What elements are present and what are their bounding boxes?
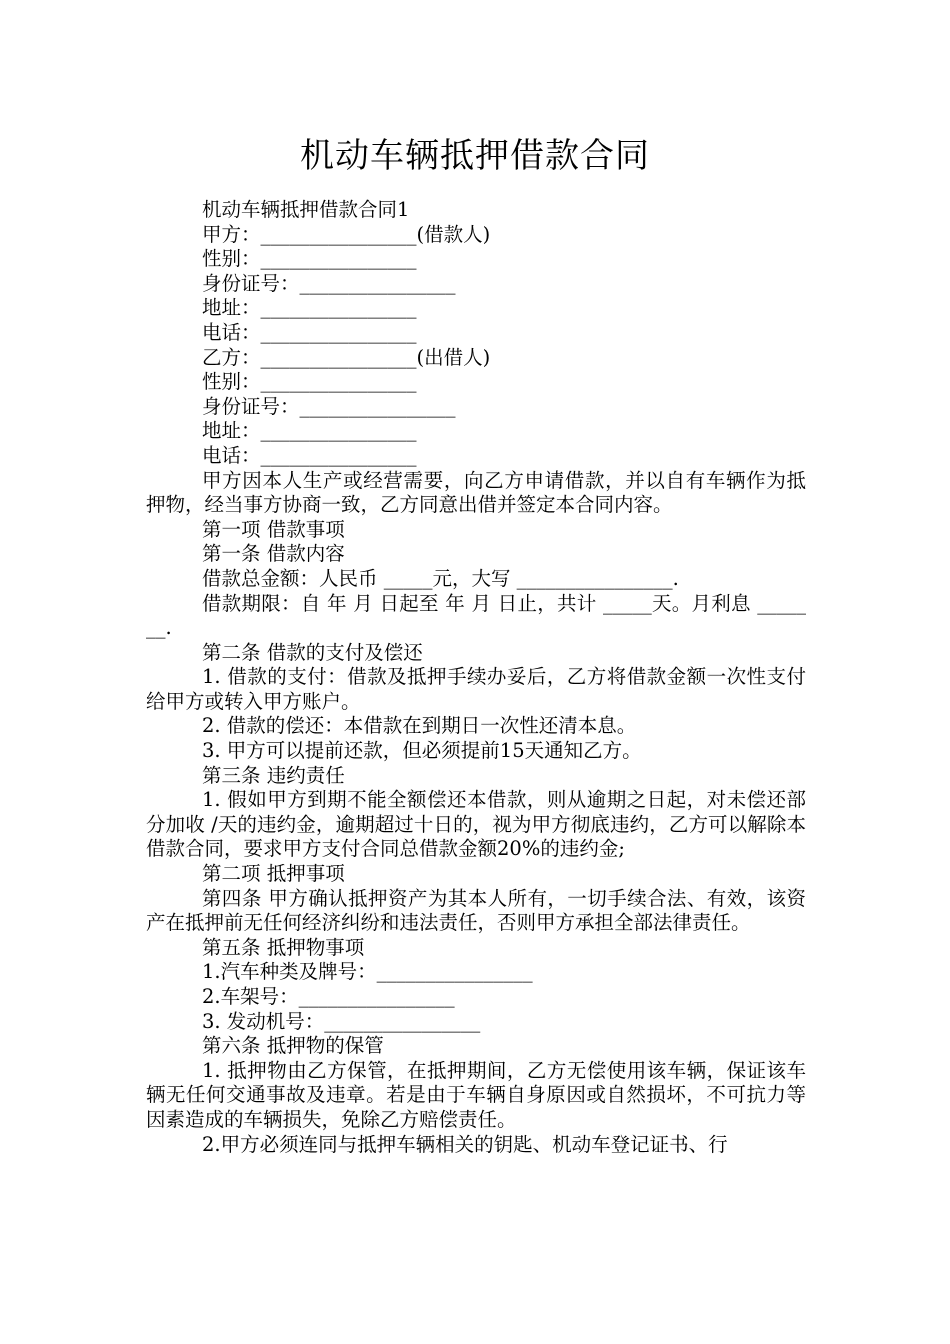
paragraph: 性别：________________: [202, 247, 417, 271]
paragraph: 2.车架号：________________: [202, 985, 455, 1008]
paragraph: 第四条 甲方确认抵押资产为其本人所有，一切手续合法、有效，该资产在抵押前无任何经济纠纷和违法责任，否则甲方承担全部法律责任。: [146, 886, 806, 935]
paragraph: 1.汽车种类及牌号：________________: [202, 960, 533, 984]
paragraph: 电话：________________: [202, 443, 417, 467]
paragraph: 机动车辆抵押借款合同1: [202, 198, 410, 221]
paragraph: 第三条 违约责任: [202, 763, 345, 787]
document-body: [146, 198, 806, 1157]
paragraph: 身份证号：________________: [202, 271, 456, 295]
paragraph: 乙方：________________(出借人): [202, 345, 491, 369]
paragraph: 第二项 抵押事项: [202, 862, 345, 886]
paragraph: 1. 假如甲方到期不能全额偿还本借款，则从逾期之日起，对未偿还部分加收 /天的违约金，逾期超过十日的，视为甲方彻底违约，乙方可以解除本借款合同，要求甲方支付合同总借款金额20%的违约金;: [146, 788, 806, 861]
paragraph: 第二条 借款的支付及偿还: [202, 640, 423, 664]
paragraph: 第六条 抵押物的保管: [202, 1034, 384, 1058]
paragraph: 第一条 借款内容: [202, 542, 345, 566]
paragraph: 性别：________________: [202, 370, 417, 394]
paragraph: 第一项 借款事项: [202, 517, 345, 541]
paragraph: 1. 借款的支付：借款及抵押手续办妥后，乙方将借款金额一次性支付给甲方或转入甲方账户。: [146, 665, 806, 713]
paragraph: 地址：________________: [202, 296, 417, 320]
paragraph: 3. 发动机号：________________: [202, 1009, 481, 1033]
paragraph: 借款期限：自 年 月 日起至 年 月 日止，共计 _____天。月利息 _______.: [146, 591, 806, 640]
paragraph: 1. 抵押物由乙方保管，在抵押期间，乙方无偿使用该车辆，保证该车辆无任何交通事故及违章。若是由于车辆自身原因或自然损坏，不可抗力等因素造成的车辆损失，免除乙方赔偿责任。: [146, 1058, 806, 1131]
paragraph: 2.甲方必须连同与抵押车辆相关的钥匙、机动车登记证书、行: [202, 1132, 728, 1156]
paragraph: 地址：________________: [202, 419, 417, 443]
paragraph: 身份证号：________________: [202, 394, 456, 418]
paragraph: 甲方因本人生产或经营需要，向乙方申请借款，并以自有车辆作为抵押物，经当事方协商一致，乙方同意出借并签定本合同内容。: [146, 468, 806, 517]
paragraph: 3. 甲方可以提前还款，但必须提前15天通知乙方。: [202, 739, 642, 763]
paragraph: 第五条 抵押物事项: [202, 935, 365, 959]
paragraph: 借款总金额：人民币 _____元，大写 ________________.: [202, 566, 679, 590]
paragraph: 2. 借款的偿还：本借款在到期日一次性还清本息。: [202, 714, 637, 738]
paragraph: 电话：________________: [202, 320, 417, 344]
paragraph: 甲方：________________(借款人): [202, 222, 491, 246]
document-title: 机动车辆抵押借款合同: [300, 136, 650, 176]
